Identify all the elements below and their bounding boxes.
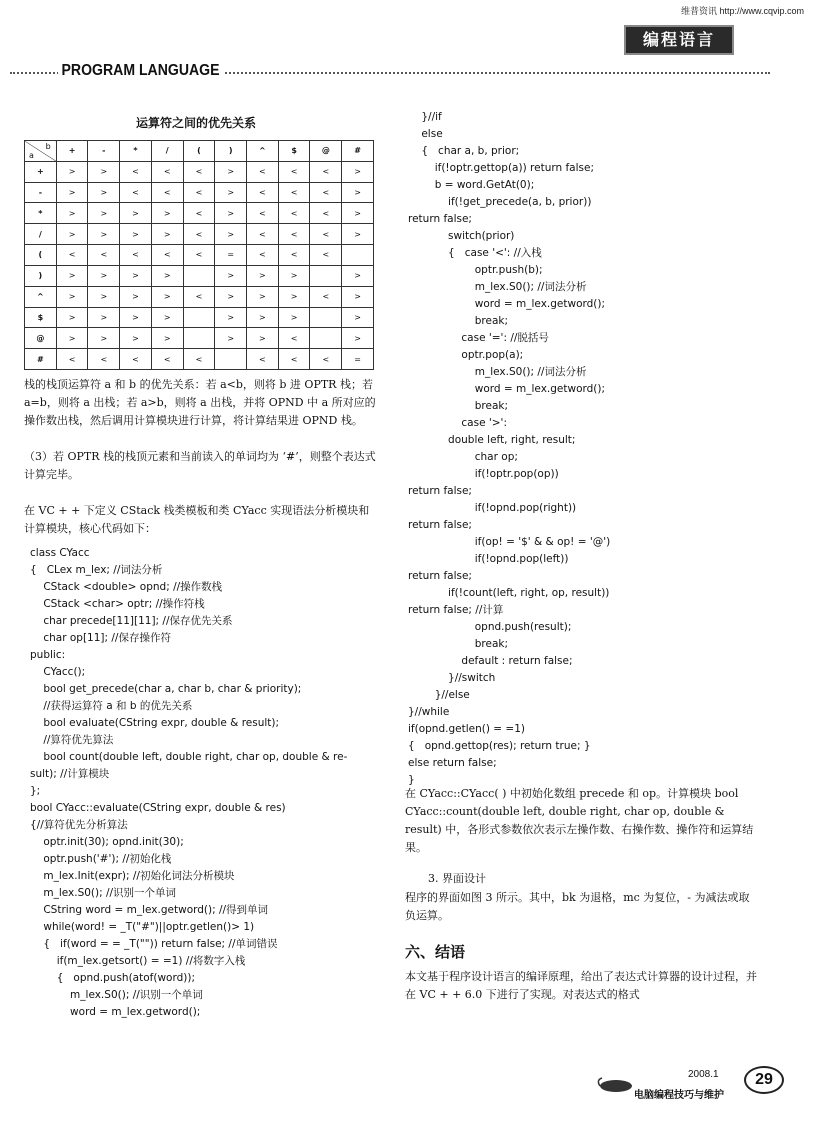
table-cell: > [215,224,247,245]
table-cell: > [151,203,183,224]
table-cell: < [183,286,215,307]
row-header: + [25,161,57,182]
table-cell: > [88,286,120,307]
table-cell: > [120,203,152,224]
table-cell: > [278,307,310,328]
column-header: @ [310,141,342,162]
row-header: ^ [25,286,57,307]
table-row [25,286,374,307]
row-header: ) [25,265,57,286]
table-cell [310,328,342,349]
precedence-table [24,140,374,370]
table-cell: > [120,328,152,349]
table-cell [310,307,342,328]
table-cell [342,245,374,266]
table-row [25,349,374,370]
table-cell: > [88,224,120,245]
table-cell: < [183,224,215,245]
table-cell: < [120,161,152,182]
table-cell: > [278,265,310,286]
column-header: $ [278,141,310,162]
column-header: * [120,141,152,162]
corner-label-a: a [29,150,34,160]
magazine-name: 电脑编程技巧与维护 [634,1090,724,1101]
table-cell: < [88,245,120,266]
table-cell: < [183,245,215,266]
table-cell [183,265,215,286]
table-cell [183,307,215,328]
row-header: / [25,224,57,245]
table-cell: > [342,328,374,349]
header-bar [10,64,770,80]
table-cell: < [278,182,310,203]
table-cell: < [310,286,342,307]
left-paragraph-1: 栈的栈顶运算符 a 和 b 的优先关系：若 a<b，则将 b 进 OPTR 栈；若 a=b，则将 a 出栈；若 a>b，则将 a 出栈，并将 OPND 中 a 所对应的操作数出栈，然后调用计算模块进行计算，将计算结果进 OPND 栈。 [24,378,376,427]
table-cell: > [88,307,120,328]
table-cell: < [278,245,310,266]
table-cell: > [88,265,120,286]
row-header: # [25,349,57,370]
table-cell: > [342,182,374,203]
table-cell: < [247,224,279,245]
table-row [25,328,374,349]
table-cell: < [183,182,215,203]
table-row [25,307,374,328]
table-cell: < [247,245,279,266]
table-cell: < [310,203,342,224]
table-cell: > [342,265,374,286]
table-row [25,161,374,182]
right-paragraph-1: 在 CYacc::CYacc( ) 中初始化数组 precede 和 op。计算模块 bool CYacc::count(double left, double right, char op, double & result) 中，各形式参数依次表示左操作数、右操作数、操作符和运算结果。 [405,787,754,854]
page-number: 29 [744,1066,784,1094]
table-caption: 运算符之间的优先关系 [136,116,257,130]
table-cell: < [151,161,183,182]
table-cell: > [56,307,88,328]
table-cell: < [278,203,310,224]
table-cell: < [310,161,342,182]
table-cell: < [120,182,152,203]
table-cell: > [247,265,279,286]
table-cell: > [120,286,152,307]
row-header: @ [25,328,57,349]
row-header: - [25,182,57,203]
section-title: 六、结语 [405,943,466,961]
right-paragraph-3: 本文基于程序设计语言的编译原理，给出了表达式计算器的设计过程，并在 VC + + 6.0 下进行了实现。对表达式的格式 [405,970,757,1001]
table-cell: < [247,203,279,224]
table-cell: > [151,265,183,286]
table-cell: < [278,161,310,182]
table-cell: > [88,182,120,203]
table-cell [215,349,247,370]
table-cell: > [88,328,120,349]
table-cell: > [88,203,120,224]
table-cell [310,265,342,286]
column-header: - [88,141,120,162]
table-corner-cell [25,141,57,162]
table-cell: > [215,265,247,286]
left-code-block: class CYacc { CLex m_lex; //词法分析 CStack <double> opnd; //操作数栈 CStack <char> optr; //操作符栈 char precede[11][11]; //保存优先关系 char op[11]; //保存操作符 public: CYacc(); bool get_precede(char a, char b, char & priority); //获得运算符 a 和 b 的优先关系 bool evaluate(CString expr, double & result); //算符优先算法 bool count(double left, double right, char op, double & re- sult); //计算模块 }; bool CYacc::evaluate(CString expr, double & res) {//算符优先分析算法 optr.init(30); opnd.init(30); optr.push('#'); //初始化栈 m_lex.Init(expr); //初始化词法分析模块 m_lex.S0(); //识别一个单词 CString word = m_lex.getword(); //得到单词 while(word! = _T("#")||optr.getlen()> 1) { if(word = = _T("")) return false; //单词错误 if(m_lex.getsort() = =1) //将数字入栈 { opnd.push(atof(word)); m_lex.S0(); //识别一个单词 word = m_lex.getword(); [30,547,348,1018]
table-row [25,265,374,286]
table-cell: > [56,182,88,203]
table-cell: < [310,224,342,245]
table-cell: > [342,286,374,307]
table-cell: > [151,286,183,307]
table-row [25,182,374,203]
table-cell: = [215,245,247,266]
table-row [25,203,374,224]
table-header-row [25,141,374,162]
table-cell: < [151,349,183,370]
table-cell: < [278,328,310,349]
table-cell: > [342,203,374,224]
table-cell: > [342,307,374,328]
column-header: ( [183,141,215,162]
table-cell: > [151,224,183,245]
table-cell: > [342,161,374,182]
table-cell: > [247,307,279,328]
table-cell: > [56,203,88,224]
table-cell: < [56,245,88,266]
table-cell: < [310,349,342,370]
table-cell: > [247,286,279,307]
table-cell: < [247,182,279,203]
table-cell [183,328,215,349]
table-cell: > [120,224,152,245]
table-cell: > [342,224,374,245]
subsection-heading: 3. 界面设计 [428,872,486,885]
column-header: + [56,141,88,162]
mouse-icon [594,1076,634,1094]
table-cell: > [215,286,247,307]
right-paragraph-2: 程序的界面如图 3 所示。其中，bk 为退格，mc 为复位，- 为减法或取负运算。 [405,891,750,922]
table-cell: < [183,161,215,182]
table-cell: < [151,245,183,266]
table-row [25,245,374,266]
table-cell: < [151,182,183,203]
right-code-block: }//if else { char a, b, prior; if(!optr.gettop(a)) return false; b = word.GetAt(0); if(!get_precede(a, b, prior)) return false; switch(prior) { case '<': //入栈 optr.push(b); m_lex.S0(); //词法分析 word = m_lex.getword(); break; case '=': //脱括号 optr.pop(a); m_lex.S0(); //词法分析 word = m_lex.getword(); break; case '>': double left, right, result; char op; if(!optr.pop(op)) return false; if(!opnd.pop(right)) return false; if(op! = '$' & & op! = '@') if(!opnd.pop(left)) return false; if(!count(left, right, op, result)) return false; //计算 opnd.push(result); break; default : return false; }//switch }//else }//while if(opnd.getlen() = =1) { opnd.gettop(res); return true; } else return false; } [408,111,611,786]
corner-label-b: b [45,142,51,151]
table-cell: > [56,265,88,286]
table-cell: = [342,349,374,370]
table-cell: > [56,161,88,182]
table-cell: > [151,328,183,349]
table-cell: < [88,349,120,370]
table-cell: > [278,286,310,307]
column-header: # [342,141,374,162]
running-header-title: PROGRAM LANGUAGE [58,62,223,80]
table-cell: < [183,349,215,370]
table-cell: > [56,328,88,349]
table-cell: < [120,245,152,266]
table-cell: > [215,203,247,224]
table-cell: < [278,224,310,245]
table-cell: < [247,161,279,182]
table-cell: < [278,349,310,370]
table-cell: > [247,328,279,349]
table-cell: < [247,349,279,370]
column-header: ) [215,141,247,162]
issue-date: 2008.1 [688,1069,719,1080]
row-header: ( [25,245,57,266]
table-cell: > [215,161,247,182]
section-tag: 编程语言 [624,25,734,55]
column-header: ^ [247,141,279,162]
table-cell: > [56,286,88,307]
left-paragraph-2: （3）若 OPTR 栈的栈顶元素和当前读入的单词均为 ‘#’，则整个表达式计算完毕。 [24,450,376,481]
table-cell: > [215,328,247,349]
table-cell: > [120,307,152,328]
column-header: / [151,141,183,162]
table-row [25,224,374,245]
table-cell: < [310,245,342,266]
table-cell: > [120,265,152,286]
table-cell: < [183,203,215,224]
table-cell: > [88,161,120,182]
table-cell: < [56,349,88,370]
table-cell: > [151,307,183,328]
table-cell: > [56,224,88,245]
row-header: * [25,203,57,224]
left-paragraph-3: 在 VC + + 下定义 CStack 栈类模板和类 CYacc 实现语法分析模块和计算模块，核心代码如下： [24,504,370,535]
table-cell: > [215,307,247,328]
table-cell: > [215,182,247,203]
table-cell: < [120,349,152,370]
table-cell: < [310,182,342,203]
watermark: 维普资讯 http://www.cqvip.com [680,6,804,16]
row-header: $ [25,307,57,328]
